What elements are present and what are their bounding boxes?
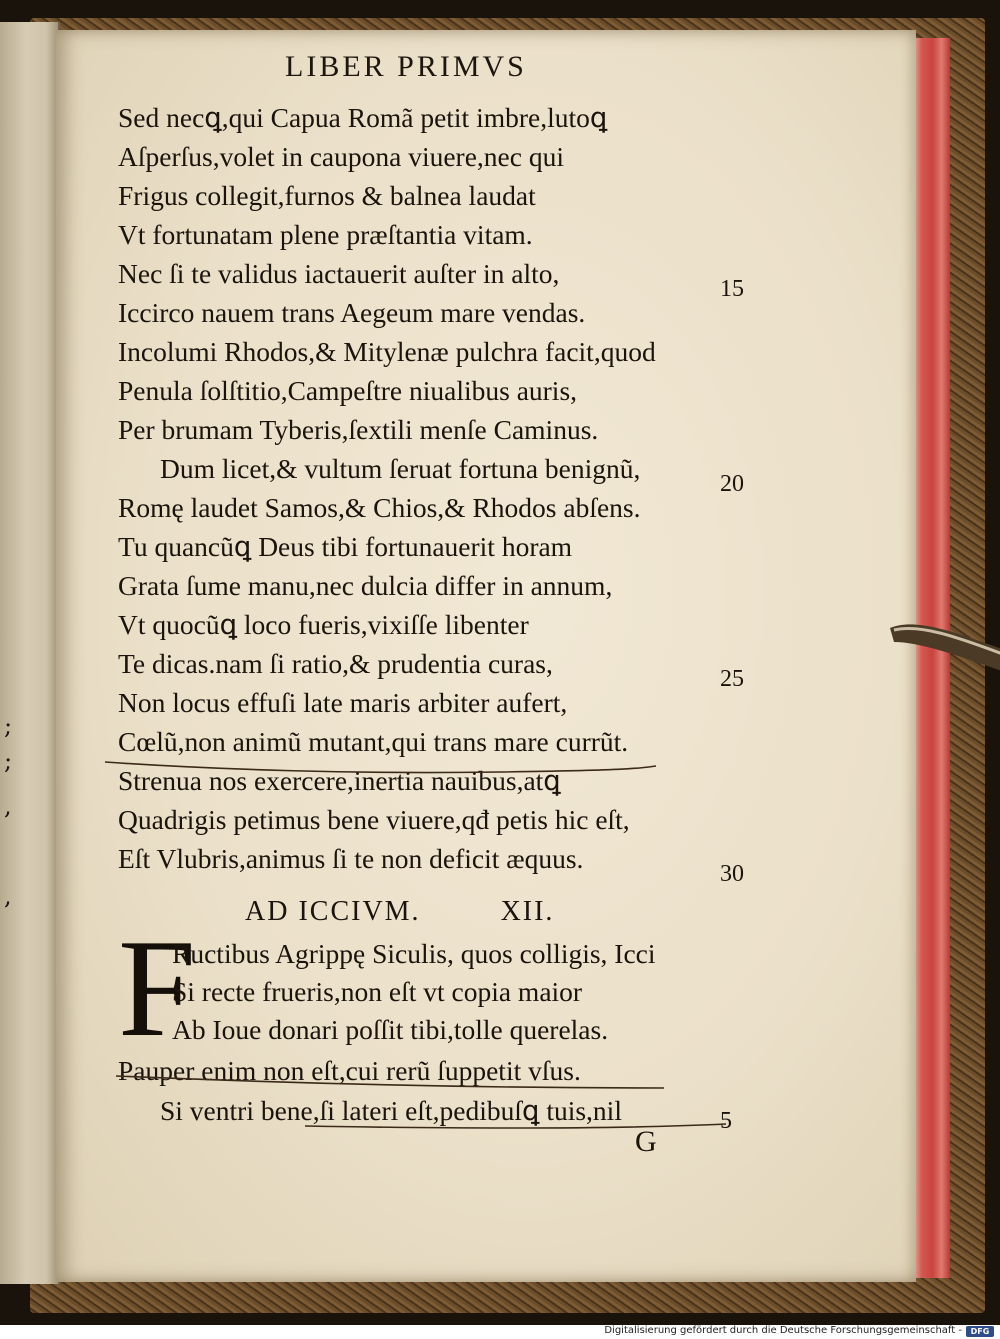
left-page-glyph: ; [4,712,13,740]
section-verse-line: Si recte frueris,non eſt vt copia maior [172,976,583,1007]
verse-line: Romę laudet Samos,& Chios,& Rhodos abſens. [118,492,641,523]
previous-page-sliver [0,22,60,1284]
section-heading [245,896,554,928]
verse-line: Frigus collegit,furnos & balnea laudat [118,180,536,211]
drop-cap: F [118,911,196,1066]
verse-line: Per brumam Tyberis,ſextili menſe Caminus. [118,414,599,445]
left-page-glyph: , [4,882,12,910]
left-page-glyph: ; [4,747,13,775]
ink-underline [100,740,660,780]
verse-line: Iccirco nauem trans Aegeum mare vendas. [118,297,586,328]
section-verse-line: Si ventri bene,ſi lateri eſt,pedibuſꝗ tuis,nil [160,1095,622,1126]
verse-line: Grata ſume manu,nec dulcia differ in annum, [118,570,613,601]
verse-line: Vt quocũꝗ loco fueris,vixiſſe libenter [118,609,529,640]
verse-line: Te dicas.nam ſi ratio,& prudentia curas, [118,648,553,679]
digitization-credit: Digitalisierung gefördert durch die Deutsche Forschungsgemeinschaft - [604,1325,962,1336]
ink-underline [108,1055,668,1098]
line-number: 20 [720,471,744,497]
verse-line: Quadrigis petimus bene viuere,qđ petis hic eſt, [118,804,630,835]
dfg-logo: DFG [966,1326,994,1337]
ink-underline [300,1110,730,1140]
signature-mark: G [635,1125,657,1158]
verse-line: Vt fortunatam plene præſtantia vitam. [118,219,533,250]
verse-line: Incolumi Rhodos,& Mitylenæ pulchra facit,quod [118,336,656,367]
section-number: XII. [500,896,555,927]
running-title: LIBER PRIMVS [285,50,527,83]
verse-line: Strenua nos exercere,inertia nauibus,atꝗ [118,765,561,796]
line-number: 30 [720,861,744,887]
verse-line: Eſt Vlubris,animus ſi te non deficit æquus. [118,843,584,874]
verse-line: Non locus effuſi late maris arbiter aufert, [118,687,568,718]
bookmark-strip [890,612,1000,674]
verse-line: Dum licet,& vultum ſeruat fortuna benignũ, [160,453,641,484]
left-page-glyph: , [4,792,12,820]
verse-line: Aſperſus,volet in caupona viuere,nec qui [118,141,564,172]
section-verse-line: Ructibus Agrippę Siculis, quos colligis, Icci [172,938,656,969]
line-number: 15 [720,276,744,302]
line-number: 25 [720,666,744,692]
verse-line: Penula ſolſtitio,Campeſtre niualibus auris, [118,375,578,406]
line-number: 5 [720,1108,732,1134]
section-verse-line: Ab Ioue donari poſſit tibi,tolle querelas. [172,1014,609,1045]
verse-line: Cœlũ,non animũ mutant,qui trans mare currũt. [118,726,629,757]
verse-line: Nec ſi te validus iactauerit auſter in alto, [118,258,560,289]
verse-line: Sed necꝗ,qui Capua Romã petit imbre,lutoꝗ [118,102,608,133]
footer-bar [0,1325,1000,1339]
verse-line: Tu quancũꝗ Deus tibi fortunauerit horam [118,531,573,562]
section-verse-line: Pauper enim non eſt,cui rerũ ſuppetit vſus. [118,1055,581,1086]
section-title: AD ICCIVM. [245,896,421,927]
